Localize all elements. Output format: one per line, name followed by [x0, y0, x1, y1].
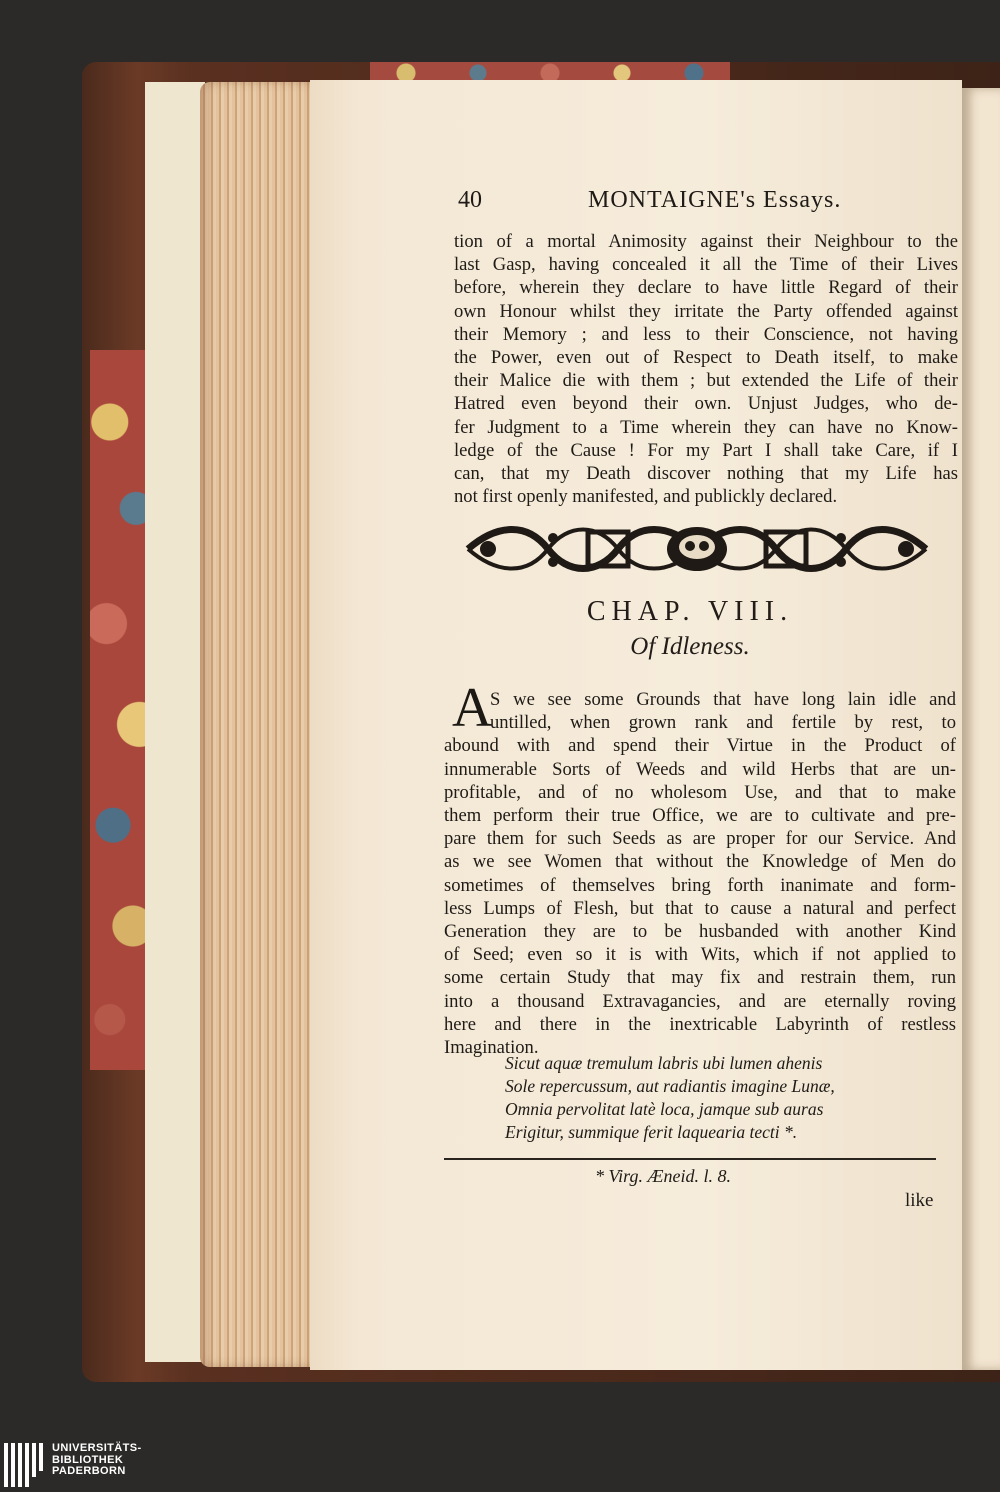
text-line: as we see Women that without the Knowledge of Men do [444, 851, 956, 873]
running-head [458, 187, 878, 223]
drop-cap: A [452, 677, 493, 739]
library-logo-icon [4, 1443, 44, 1487]
text-line: their Memory ; and less to their Conscience, not having [454, 323, 958, 345]
verse-line: Sicut aquæ tremulum labris ubi lumen ahenis [505, 1053, 823, 1073]
catchword: like [905, 1190, 934, 1211]
text-line: sometimes of themselves bring forth inanimate and form- [444, 874, 956, 896]
body-paragraph [444, 688, 956, 1059]
latin-verse [505, 1052, 935, 1144]
running-title: MONTAIGNE's Essays. [588, 187, 842, 213]
facing-page-edge [962, 88, 1000, 1370]
text-line: abound with and spend their Virtue in the Product of [444, 735, 956, 757]
logo-line: BIBLIOTHEK [52, 1453, 124, 1466]
ornamental-headpiece [458, 518, 936, 580]
text-line: Hatred even beyond their own. Unjust Judges, who de- [454, 393, 958, 415]
text-line: their Malice die with them ; but extended the Life of their [454, 370, 958, 392]
text-line: here and there in the inextricable Labyrinth of restless [444, 1013, 956, 1035]
text-line: profitable, and of no wholesom Use, and that to make [444, 781, 956, 803]
text-line: fer Judgment to a Time wherein they can have no Know- [454, 416, 958, 438]
text-line: less Lumps of Flesh, but that to cause a natural and perfect [444, 897, 956, 919]
text-line: before, wherein they declare to have little Regard of their [454, 277, 958, 299]
library-logo-text [52, 1443, 142, 1478]
text-line: them perform their true Office, we are to cultivate and pre- [444, 805, 956, 827]
text-line: not first openly manifested, and publickly declared. [454, 486, 838, 508]
endpaper [145, 82, 205, 1362]
text-line: ledge of the Cause ! For my Part I shall take Care, if I [454, 439, 958, 461]
logo-line: PADERBORN [52, 1465, 126, 1477]
chapter-subtitle: Of Idleness. [630, 633, 750, 660]
library-logo [0, 1440, 220, 1492]
text-line: tion of a mortal Animosity against their Neighbour to the [454, 231, 958, 252]
logo-line: UNIVERSITÄTS- [52, 1442, 142, 1454]
text-line: own Honour whilst they irritate the Party offended against [454, 300, 958, 322]
verse-line: Omnia pervolitat latè loca, jamque sub auras [505, 1099, 824, 1119]
verse-line: Erigitur, summique ferit laquearia tecti *. [505, 1122, 798, 1142]
footnote: * Virg. Æneid. l. 8. [595, 1166, 731, 1186]
page-number: 40 [458, 187, 482, 213]
text-line: S we see some Grounds that have long lain idle and [490, 689, 956, 710]
text-line: Generation they are to be husbanded with another Kind [444, 921, 956, 943]
text-line: pare them for such Seeds as are proper for our Service. And [444, 828, 956, 850]
text-line: Imagination. [444, 1037, 539, 1059]
verse-line: Sole repercussum, aut radiantis imagine Lunæ, [505, 1076, 835, 1096]
text-line: can, that my Death discover nothing that my Life has [454, 463, 958, 485]
text-line: last Gasp, having concealed it all the Time of their Lives [454, 254, 958, 276]
upper-paragraph [454, 230, 958, 508]
footnote-rule [444, 1158, 936, 1160]
chapter-title: CHAP. VIII. [586, 596, 794, 627]
text-line: into a thousand Extravagancies, and are eternally roving [444, 990, 956, 1012]
text-line: of Seed; even so it is with Wits, which if not applied to [444, 944, 956, 966]
text-line: the Power, even out of Respect to Death itself, to make [454, 347, 958, 369]
text-line: some certain Study that may fix and restrain them, run [444, 967, 956, 989]
text-line: innumerable Sorts of Weeds and wild Herbs that are un- [444, 758, 956, 780]
page-edges [200, 82, 310, 1367]
text-line: untilled, when grown rank and fertile by rest, to [490, 712, 956, 734]
